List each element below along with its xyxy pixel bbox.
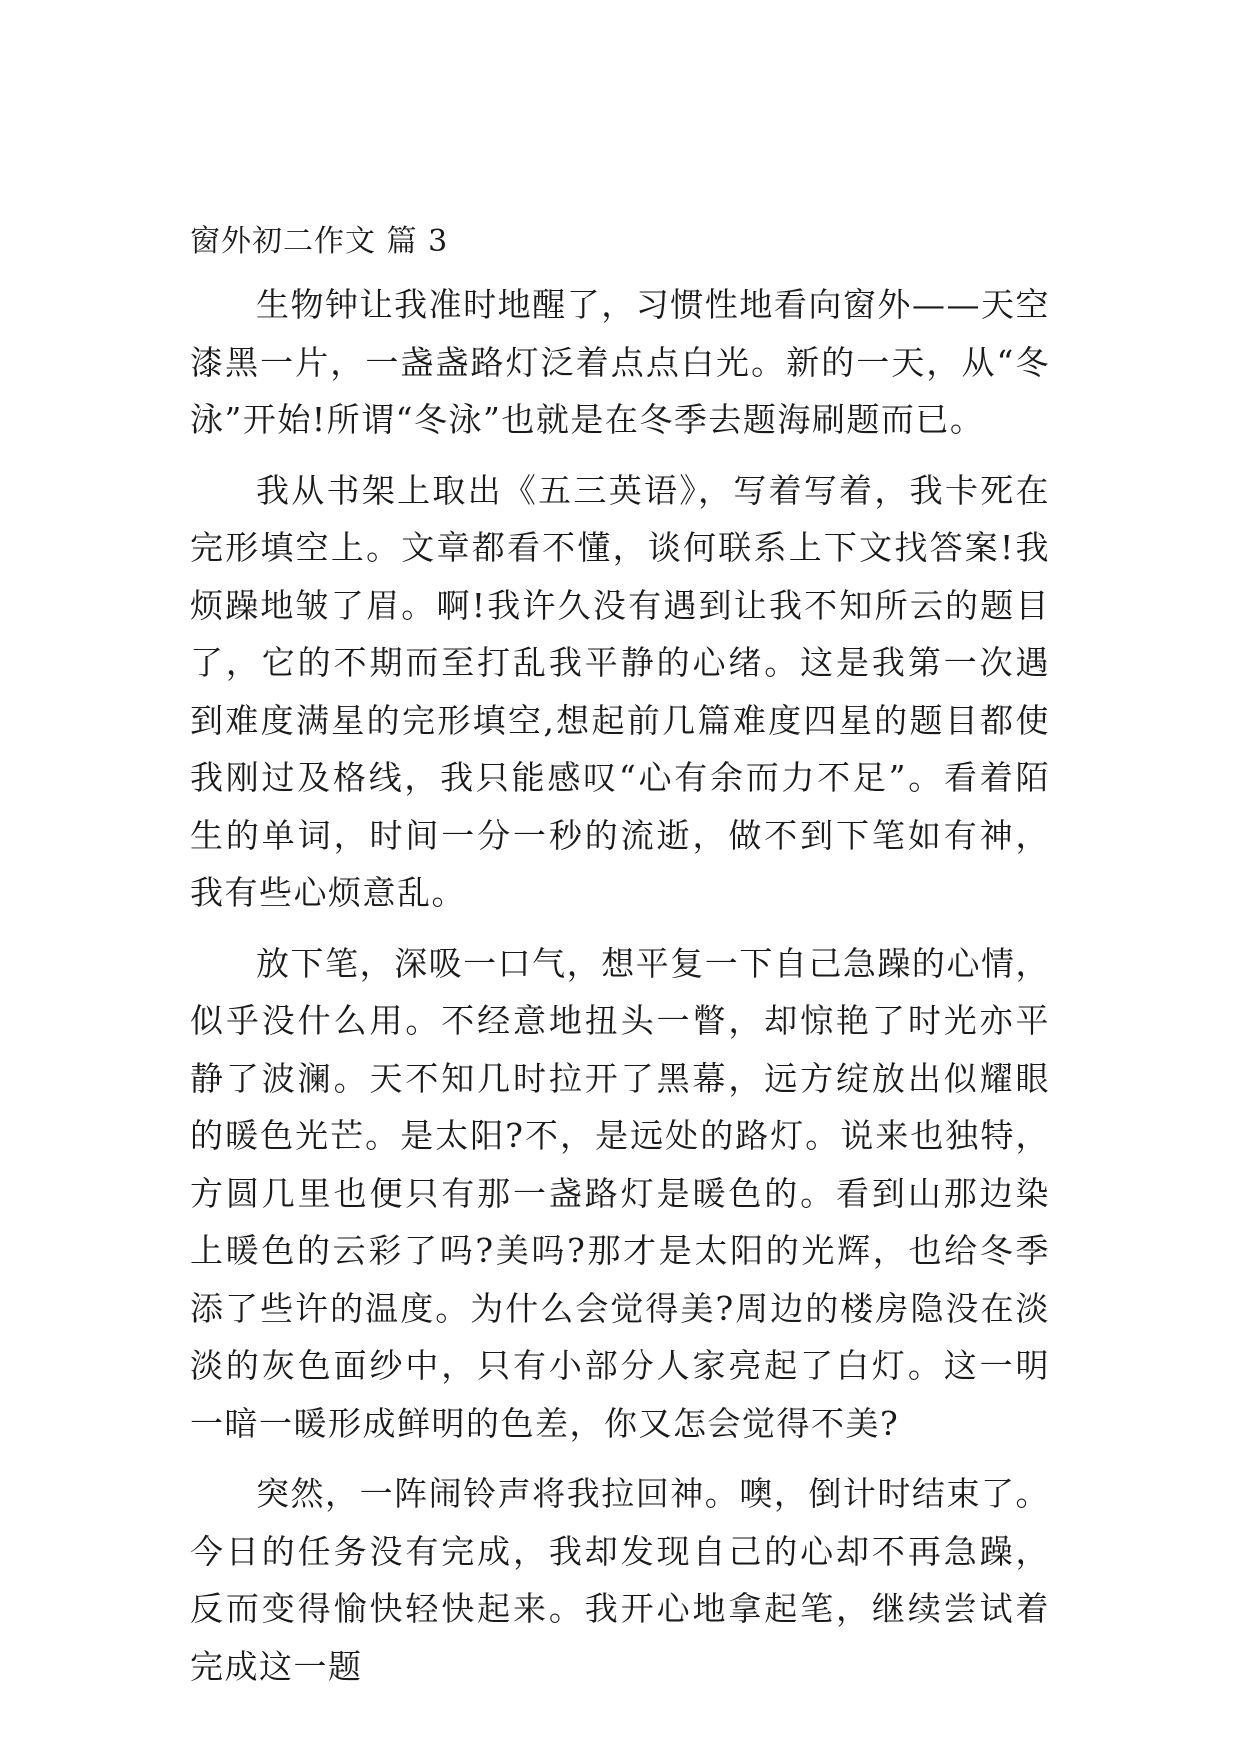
paragraph: 生物钟让我准时地醒了，习惯性地看向窗外——天空漆黑一片，一盏盏路灯泛着点点白光。新的一天，从“冬泳”开始!所谓“冬泳”也就是在冬季去题海刷题而已。 — [190, 285, 1050, 439]
paragraph: 放下笔，深吸一口气，想平复一下自己急躁的心情，似乎没什么用。不经意地扭头一瞥，却惊艳了时光亦平静了波澜。天不知几时拉开了黑幕，远方绽放出似耀眼的暖色光芒。是太阳?不，是远处的路灯。说来也独特，方圆几里也便只有那一盏路灯是暖色的。看到山那边染上暖色的云彩了吗?美吗?那才是太阳的光辉，也给冬季添了些许的温度。为什么会觉得美?周边的楼房隐没在淡淡的灰色面纱中，只有小部分人家亮起了白灯。这一明一暗一暖形成鲜明的色差，你又怎会觉得不美? — [190, 943, 1050, 1443]
document-body — [190, 276, 1050, 1708]
document-title: 窗外初二作文 篇 3 — [190, 224, 449, 259]
paragraph: 突然，一阵闹铃声将我拉回神。噢，倒计时结束了。今日的任务没有完成，我却发现自己的心却不再急躁，反而变得愉快轻快起来。我开心地拿起笔，继续尝试着完成这一题 — [190, 1474, 1050, 1686]
paragraph: 我从书架上取出《五三英语》，写着写着，我卡死在完形填空上。文章都看不懂，谈何联系上下文找答案!我烦躁地皱了眉。啊!我许久没有遇到让我不知所云的题目了，它的不期而至打乱我平静的心绪。这是我第一次遇到难度满星的完形填空,想起前几篇难度四星的题目都使我刚过及格线，我只能感叹“心有余而力不足”。看着陌生的单词，时间一分一秒的流逝，做不到下笔如有神，我有些心烦意乱。 — [190, 470, 1050, 912]
